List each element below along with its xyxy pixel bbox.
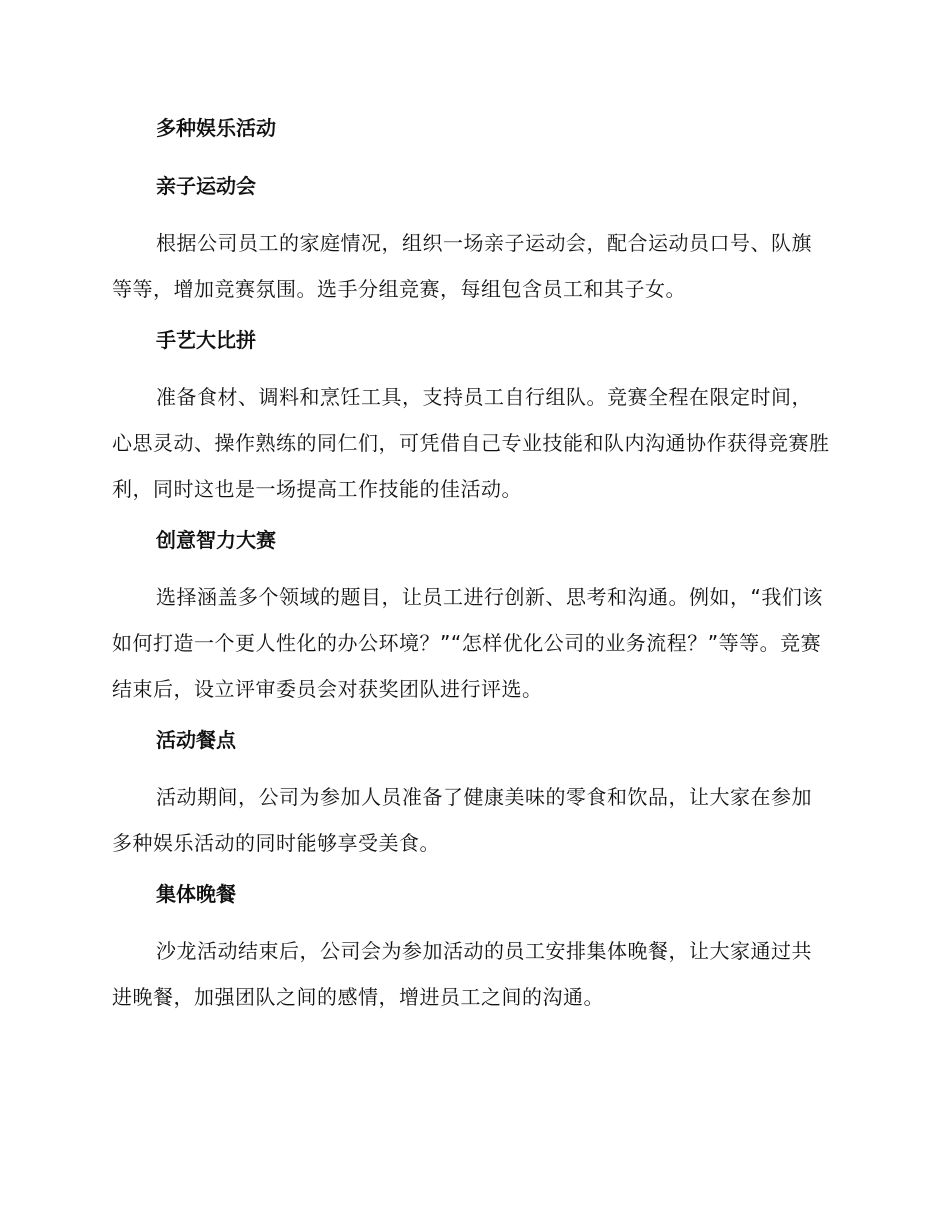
section-heading: 亲子运动会: [156, 174, 256, 198]
section-paragraph: 活动期间，公司为参加人员准备了健康美味的零食和饮品，让大家在参加多种娱乐活动的同时能够享受美食。: [112, 785, 812, 855]
section-paragraph: 选择涵盖多个领域的题目，让员工进行创新、思考和沟通。例如，“我们该如何打造一个更人性化的办公环境？”“怎样优化公司的业务流程？”等等。竞赛结束后，设立评审委员会对获奖团队进行评选。: [112, 585, 823, 701]
section-paragraph: 沙龙活动结束后，公司会为参加活动的员工安排集体晚餐，让大家通过共进晚餐，加强团队之间的感情，增进员工之间的沟通。: [112, 939, 812, 1009]
section-heading: 活动餐点: [156, 728, 236, 752]
document-body: [112, 112, 832, 1032]
section-heading: 集体晚餐: [156, 882, 236, 906]
section-paragraph: 准备食材、调料和烹饪工具，支持员工自行组队。竞赛全程在限定时间，心思灵动、操作熟练的同仁们，可凭借自己专业技能和队内沟通协作获得竞赛胜利，同时这也是一场提高工作技能的佳活动。: [112, 385, 830, 501]
section-paragraph: 根据公司员工的家庭情况，组织一场亲子运动会，配合运动员口号、队旗等等，增加竞赛氛围。选手分组竞赛，每组包含员工和其子女。: [112, 231, 812, 301]
document-title: 多种娱乐活动: [156, 116, 276, 140]
section-heading: 创意智力大赛: [156, 528, 276, 552]
section-heading: 手艺大比拼: [156, 328, 256, 352]
